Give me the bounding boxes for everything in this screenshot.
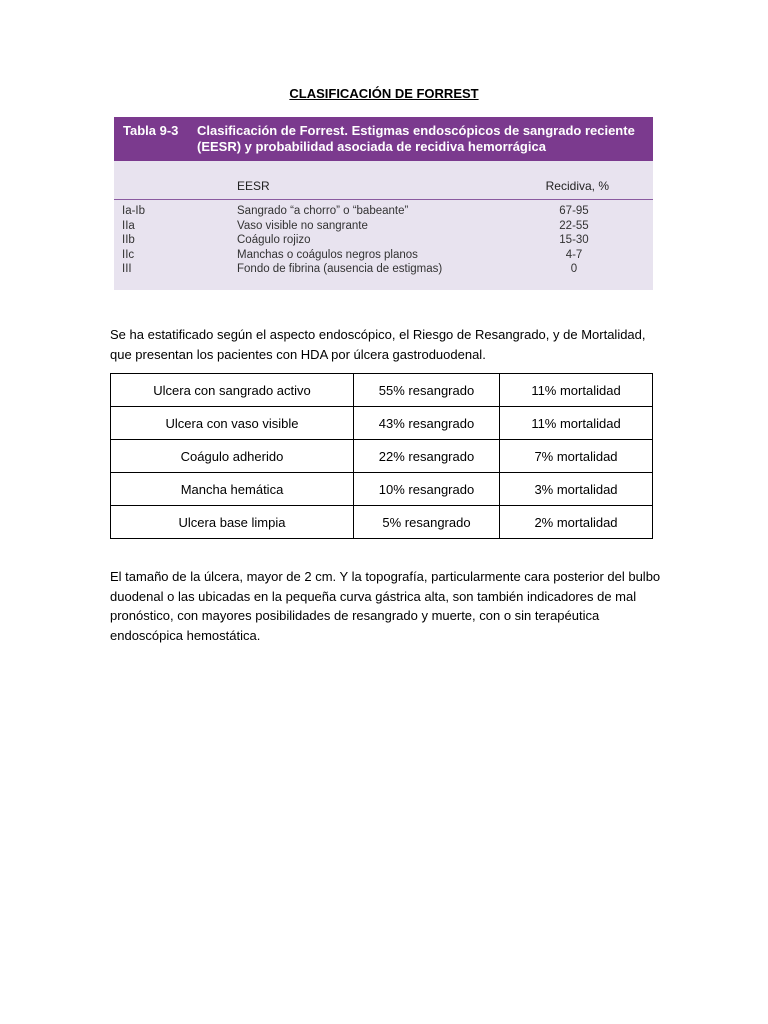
figure-row (114, 220, 653, 235)
recidiva-value: 15-30 (559, 234, 589, 246)
mortality-cell: 2% mortalidad (500, 506, 653, 539)
mortality-cell: 3% mortalidad (500, 473, 653, 506)
figure-row (114, 205, 653, 220)
figure-rows (114, 205, 653, 278)
column-eesr: EESR (237, 179, 270, 193)
rebleed-cell: 5% resangrado (354, 506, 500, 539)
table-row (111, 374, 653, 407)
lesion-cell: Coágulo adherido (111, 440, 354, 473)
lesion-cell: Mancha hemática (111, 473, 354, 506)
stigma-description: Fondo de fibrina (ausencia de estigmas) (237, 263, 443, 275)
figure-row (114, 249, 653, 264)
stigma-description: Vaso visible no sangrante (237, 219, 368, 232)
table-row (111, 440, 653, 473)
rebleed-cell: 22% resangrado (354, 440, 500, 473)
figure-column-headers (114, 179, 653, 200)
figure-row (114, 234, 653, 249)
table-row (111, 506, 653, 539)
recidiva-value: 4-7 (565, 248, 583, 261)
rebleed-cell: 10% resangrado (354, 473, 500, 506)
table-row (111, 473, 653, 506)
figure-header (114, 117, 653, 161)
stigma-description: Coágulo rojizo (237, 234, 311, 246)
figure-caption: Clasificación de Forrest. Estigmas endoscópicos de sangrado reciente (EESR) y probabilidad asociada de recidiva hemorrágica (197, 123, 635, 154)
figure-row (114, 263, 653, 278)
risk-table (110, 373, 653, 539)
column-recidiva: Recidiva, % (545, 179, 609, 193)
lesion-cell: Ulcera con sangrado activo (111, 374, 354, 407)
forrest-grade: IIc (122, 248, 135, 261)
rebleed-cell: 55% resangrado (354, 374, 500, 407)
lesion-cell: Ulcera con vaso visible (111, 407, 354, 440)
forrest-figure (114, 117, 653, 290)
intro-paragraph: Se ha estatificado según el aspecto endoscópico, el Riesgo de Resangrado, y de Mortalidad, que presentan los pacientes con HDA por úlcera gastroduodenal. (110, 327, 646, 362)
forrest-grade: IIa (122, 219, 135, 232)
mortality-cell: 11% mortalidad (500, 374, 653, 407)
stigma-description: Sangrado “a chorro” o “babeante” (237, 205, 409, 217)
table-row (111, 407, 653, 440)
page-title: CLASIFICACIÓN DE FORREST (289, 86, 479, 101)
prognosis-paragraph: El tamaño de la úlcera, mayor de 2 cm. Y la topografía, particularmente cara posterior del bulbo duodenal o las ubicadas en la pequeña curva gástrica alta, son también indicadores de mal pronóstico, con mayores posibilidades de resangrado y muerte, con o sin terapéutica endoscópica hemostática. (110, 569, 661, 643)
forrest-grade: Ia-Ib (122, 205, 146, 217)
stigma-description: Manchas o coágulos negros planos (237, 248, 418, 261)
figure-number: Tabla 9-3 (123, 123, 179, 138)
recidiva-value: 22-55 (559, 219, 589, 232)
mortality-cell: 11% mortalidad (500, 407, 653, 440)
recidiva-value: 67-95 (559, 205, 589, 217)
mortality-cell: 7% mortalidad (500, 440, 653, 473)
forrest-grade: IIb (122, 234, 135, 246)
forrest-grade: III (122, 263, 132, 275)
rebleed-cell: 43% resangrado (354, 407, 500, 440)
lesion-cell: Ulcera base limpia (111, 506, 354, 539)
recidiva-value: 0 (570, 263, 578, 275)
